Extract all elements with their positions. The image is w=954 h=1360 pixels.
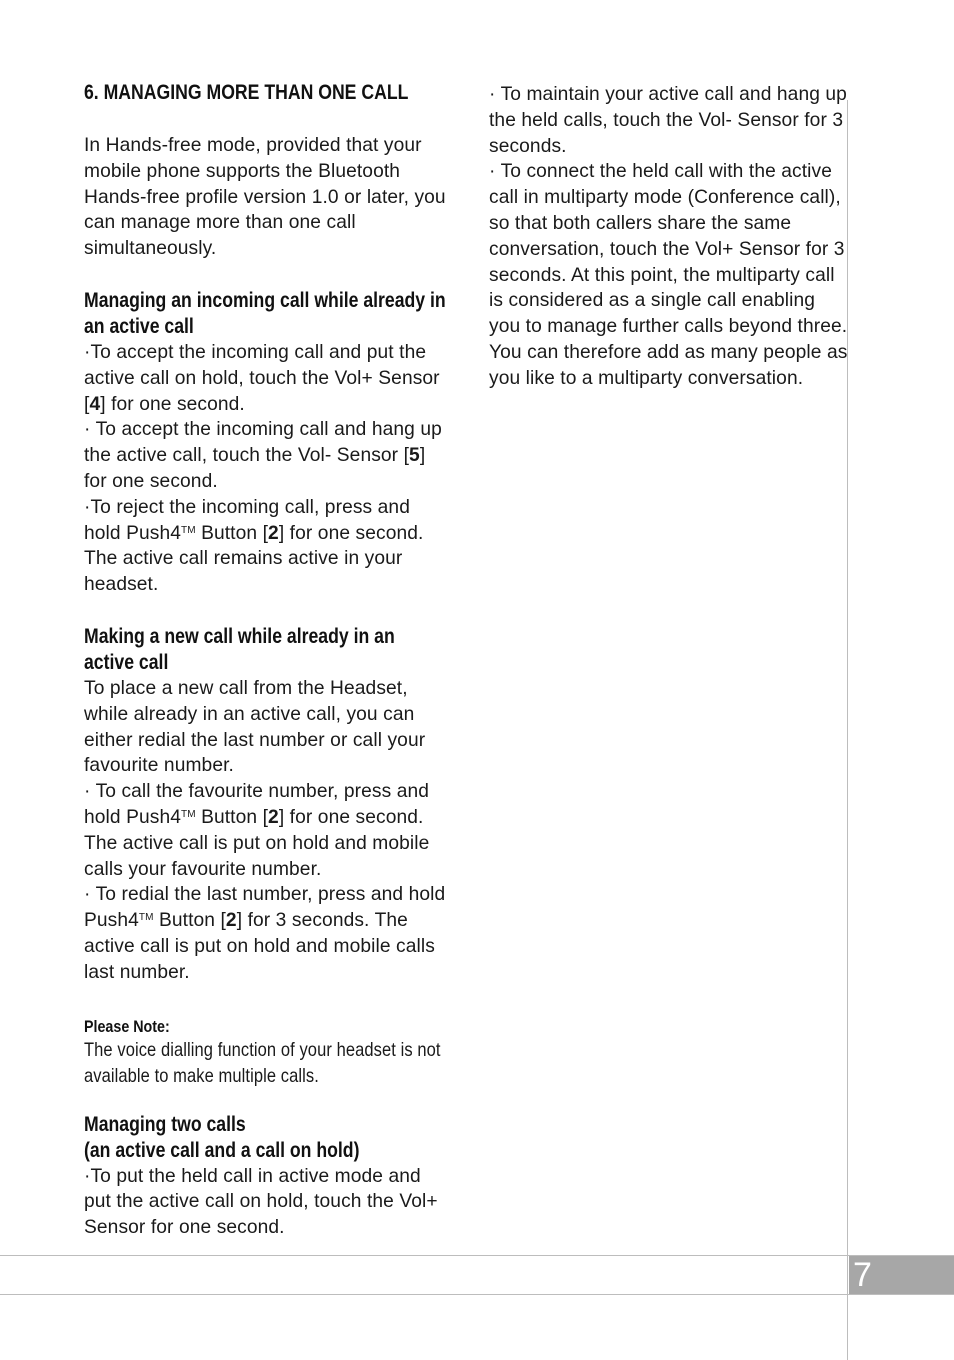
note-text: The voice dialling function of your headset is not available to make multiple calls. bbox=[84, 1039, 441, 1087]
incoming-call-heading: Managing an incoming call while already in an active call bbox=[84, 288, 446, 338]
two-calls-bullet-conference: · To connect the held call with the active call in multiparty mode (Conference call), so that both callers share the same conversation, touch the Vol+ Sensor for 3 seconds. At this point, the multiparty call is considered as a single call enabling you to manage further calls beyond three. You can therefore add as many people as you like to a multiparty conversation. bbox=[489, 161, 848, 389]
footer-rule-top bbox=[0, 1255, 954, 1256]
intro-paragraph: In Hands-free mode, provided that your mobile phone supports the Bluetooth Hands-free profile version 1.0 or later, you can manage more than one call simultaneously. bbox=[84, 135, 446, 260]
section-title: 6. MANAGING MORE THAN ONE CALL bbox=[84, 81, 409, 104]
two-calls-heading: Managing two calls (an active call and a call on hold) bbox=[84, 1112, 360, 1162]
new-call-bullet-favourite: · To call the favourite number, press and hold Push4™ Button [2] for one second. The active call is put on hold and mobile calls your favourite number. bbox=[84, 781, 430, 880]
left-column bbox=[84, 80, 446, 1241]
note-heading: Please Note: bbox=[84, 1016, 170, 1036]
new-call-bullet-redial: · To redial the last number, press and hold Push4™ Button [2] for 3 seconds. The active call is put on hold and mobile calls last number. bbox=[84, 884, 446, 983]
two-calls-bullet-hangup-held: · To maintain your active call and hang up the held calls, touch the Vol- Sensor for 3 seconds. bbox=[489, 84, 847, 157]
incoming-bullet-reject: ·To reject the incoming call, press and hold Push4™ Button [2] for one second. The active call remains active in your headset. bbox=[84, 496, 424, 596]
new-call-intro: To place a new call from the Headset, while already in an active call, you can either redial the last number or call your favourite number. bbox=[84, 677, 426, 777]
right-column bbox=[489, 82, 851, 392]
page-number: 7 bbox=[849, 1256, 954, 1294]
incoming-bullet-accept-hold: ·To accept the incoming call and put the active call on hold, touch the Vol+ Sensor [4] for one second. bbox=[84, 341, 440, 415]
footer-rule-bottom bbox=[0, 1294, 954, 1295]
please-note bbox=[84, 1016, 446, 1090]
incoming-bullet-accept-hangup: · To accept the incoming call and hang up the active call, touch the Vol- Sensor [5] for one second. bbox=[84, 419, 442, 492]
two-calls-bullet-activate-held: ·To put the held call in active mode and put the active call on hold, touch the Vol+ Sensor for one second. bbox=[84, 1165, 438, 1239]
new-call-heading: Making a new call while already in an active call bbox=[84, 624, 395, 674]
